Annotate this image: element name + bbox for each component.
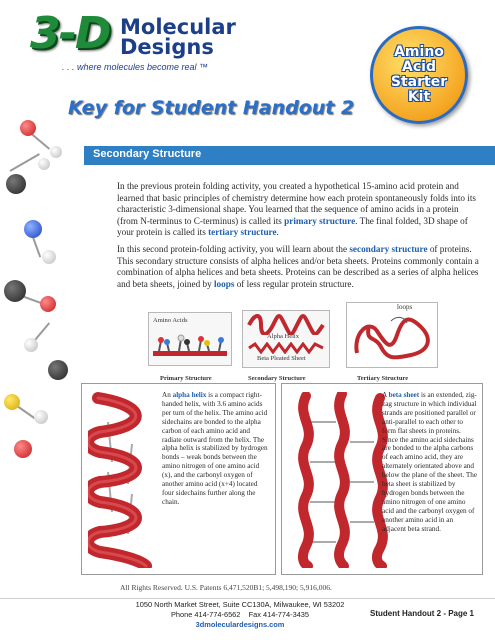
footer-website-link[interactable]: 3dmoleculardesigns.com [195, 620, 285, 629]
caption-primary: Primary Structure [160, 375, 212, 382]
beta-body: is an extended, zig-zag structure in which individual strands are positioned parallel or anti-parallel to each other to form flat sheets in proteins. Since the amino acid sidechains are bonded to the alpha carbons of each amino acid, they are alternately orientated above and below the plane of the sheet. The beta sheet is stabilized by hydrogen bonds between the amino nitrogen of one amino acid and the carbonyl oxygen of another amino acid in an adjacent beta strand. [382, 391, 478, 533]
brand-tagline: . . . where molecules become real ™ [62, 62, 209, 72]
badge-line-3: Starter [390, 74, 448, 90]
alpha-lead: An [162, 391, 173, 399]
amino-acids-label: Amino Acids [153, 317, 188, 324]
p2-text-2: of proteins. This secondary structure consists of alpha helices and/or beta sheets. Proteins commonly contain a combination of alpha helices and beta sheets. Proteins can be described as a series of alpha helices and beta sheets, joined by [117, 244, 479, 289]
p1-text-1: In the previous protein folding activity, you created a hypothetical 15-amino acid protein and learned that basic principles of chemistry determine how each protein spontaneously folds into its characteristic 3-dimensional shape. You learned that the sequence of amino acids in a protein (from N-terminus to C-terminus) is called its [117, 181, 476, 226]
alpha-helix-mini-graphic [247, 313, 325, 335]
brand-word-designs: Designs [120, 35, 214, 59]
intro-paragraph-1 [117, 181, 481, 239]
molecule-decoration [0, 110, 80, 470]
badge-line-1: Amino [394, 44, 444, 60]
term-secondary-structure: secondary structure [349, 244, 428, 254]
p2-text-1: In this second protein-folding activity, you will learn about the [117, 244, 350, 254]
footer-fax: Fax 414-774-3435 [248, 610, 310, 619]
loops-label: loops [397, 303, 413, 311]
intro-paragraph-2 [117, 244, 481, 290]
term-primary-structure: primary structure [284, 215, 356, 226]
amino-acid-chain-graphic [151, 331, 229, 361]
term-beta-sheet: beta sheet [388, 391, 420, 399]
protein-structure-figure [148, 303, 438, 372]
p2-text-3: of less regular protein structure. [234, 278, 354, 289]
term-tertiary-structure: tertiary structure [208, 227, 277, 237]
beta-sheet-description [382, 391, 478, 534]
footer-contact [110, 610, 370, 619]
alpha-helix-description [162, 391, 270, 507]
alpha-body: is a compact right-handed helix, with 3.6 amino acids per turn of the helix. The amino acid sidechains are bonded to the alpha carbon of each amino acid and radiate outward from the helix. The alpha helix is stabilized by hydrogen bonds – weak bonds between the amino nitrogen of one amino acid (x), and the carbonyl oxygen of another amino acid (x+4) located four sidechains further along the chain. [162, 391, 268, 506]
caption-secondary: Secondary Structure [248, 375, 306, 382]
secondary-structure-panel [242, 310, 330, 368]
section-heading: Secondary Structure [93, 148, 202, 160]
badge-line-2: Acid [402, 59, 436, 75]
brand-word-molecular: Molecular [120, 15, 236, 39]
page-title: Key for Student Handout 2 [68, 97, 355, 119]
primary-structure-panel [148, 312, 232, 366]
brand-mark: 3-D [30, 8, 110, 59]
footer-phone: Phone 414-774-6562 [170, 610, 241, 619]
alpha-helix-ribbon-image [88, 392, 154, 568]
rights-notice: All Rights Reserved. U.S. Patents 6,471,520B1; 5,498,190; 5,916,006. [120, 583, 332, 592]
term-loops: loops [213, 278, 235, 289]
term-alpha-helix: alpha helix [172, 391, 207, 399]
p1-text-2: . The final folded, 3D shape of your protein is called its [117, 215, 468, 237]
footer-divider [0, 598, 495, 599]
beta-sheet-box [281, 383, 483, 575]
amino-acid-starter-kit-badge [370, 26, 468, 124]
p1-text-3: . [276, 227, 279, 237]
beta-sheet-label: Beta Pleated Sheet [257, 355, 306, 362]
tertiary-fold-graphic [351, 313, 433, 363]
caption-tertiary: Tertiary Structure [357, 375, 409, 382]
beta-sheet-mini-graphic [247, 342, 325, 354]
alpha-helix-box [81, 383, 276, 575]
alpha-helix-label: Alpha Helix [267, 333, 299, 340]
beta-lead: A [382, 391, 389, 399]
tertiary-structure-panel [346, 302, 438, 368]
footer-address: 1050 North Market Street, Suite CC130A, Milwaukee, WI 53202 [135, 600, 345, 609]
section-heading-bar [84, 146, 495, 165]
page-number: Student Handout 2 - Page 1 [370, 609, 475, 618]
badge-line-4: Kit [407, 89, 431, 105]
